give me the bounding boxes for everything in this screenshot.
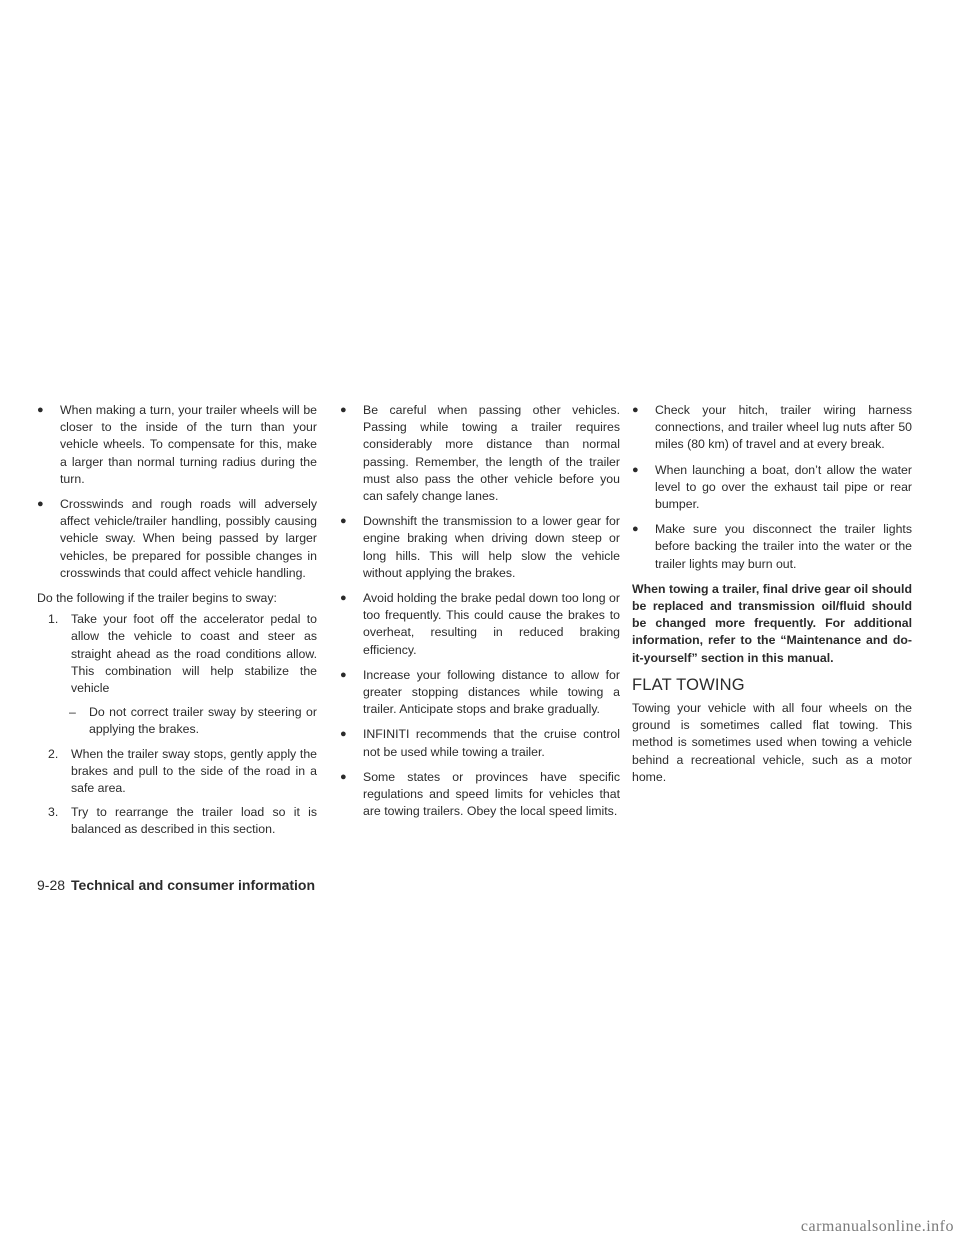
list-item: ● Make sure you disconnect the trailer lights before backing the trailer into the water or the trailer lights may burn out. — [632, 522, 912, 571]
step-item: 1. Take your foot off the accelerator pedal to allow the vehicle to coast and steer as straight ahead as the road conditions allow. This combination will help stabilize the vehicle — [48, 612, 317, 696]
column-3 — [632, 402, 912, 786]
maintenance-note: When towing a trailer, final drive gear oil should be replaced and transmission oil/fluid should be changed more frequently. For additional information, refer to the “Maintenance and do-it-yourself” section in this manual. — [632, 581, 912, 665]
bullet-icon: ● — [37, 498, 44, 511]
bullet-icon: ● — [632, 463, 639, 476]
list-item: ● INFINITI recommends that the cruise control not be used while towing a trailer. — [340, 727, 620, 759]
list-item: ● Increase your following distance to allow for greater stopping distances while towing a trailer. Anticipate stops and brake gradually. — [340, 667, 620, 717]
page-footer — [37, 877, 315, 893]
sway-intro: Do the following if the trailer begins to sway: — [37, 591, 277, 606]
step-item: 2. When the trailer sway stops, gently apply the brakes and pull to the side of the road in a safe area. — [48, 746, 317, 796]
list-item: ● When launching a boat, don’t allow the water level to go over the exhaust tail pipe or rear bumper. — [632, 462, 912, 512]
bullet-icon: ● — [340, 592, 347, 605]
watermark-text: carmanualsonline.info — [800, 1218, 954, 1235]
footer-section-title: Technical and consumer information — [71, 877, 316, 893]
flat-towing-paragraph: Towing your vehicle with all four wheels on the ground is sometimes called flat towing. This method is sometimes used when towing a vehicle behind a recreational vehicle, such as a motor home. — [632, 701, 912, 784]
bullet-icon: ● — [340, 668, 347, 681]
list-item: ● Avoid holding the brake pedal down too long or too frequently. This could cause the brakes to overheat, resulting in reduced braking efficiency. — [340, 591, 620, 657]
column-2 — [340, 402, 620, 828]
bullet-icon: ● — [632, 523, 639, 536]
page-number: 9-28 — [37, 877, 66, 893]
sub-step-item: – Do not correct trailer sway by steering or applying the brakes. — [69, 705, 317, 737]
list-item: ● Some states or provinces have specific regulations and speed limits for vehicles that are towing trailers. Obey the local speed limits. — [340, 769, 620, 819]
bullet-icon: ● — [340, 404, 347, 416]
bullet-icon: ● — [632, 404, 639, 416]
list-item: ● When making a turn, your trailer wheels will be closer to the inside of the turn than your vehicle wheels. To compensate for this, make a larger than normal turning radius during the turn. — [37, 403, 317, 486]
bullet-icon: ● — [340, 728, 347, 741]
bullet-icon: ● — [340, 770, 347, 783]
list-item: ● Be careful when passing other vehicles. Passing while towing a trailer requires considerably more distance than normal passing. Remember, the length of the trailer must also pass the other vehicle before you can safely change lanes. — [340, 403, 620, 504]
list-item: ● Check your hitch, trailer wiring harness connections, and trailer wheel lug nuts after 50 miles (80 km) of travel and at every break. — [632, 403, 912, 452]
bullet-icon: ● — [340, 515, 347, 528]
bullet-icon: ● — [37, 404, 44, 416]
list-item: ● Crosswinds and rough roads will adversely affect vehicle/trailer handling, possibly causing vehicle sway. When being passed by larger vehicles, be prepared for possible changes in crosswinds that could affect vehicle handling. — [37, 497, 317, 580]
list-item: ● Downshift the transmission to a lower gear for engine braking when driving down steep or long hills. This will help slow the vehicle without applying the brakes. — [340, 514, 620, 580]
section-heading: FLAT TOWING — [632, 675, 745, 694]
column-1 — [37, 402, 317, 846]
step-item: 3. Try to rearrange the trailer load so it is balanced as described in this section. — [48, 805, 317, 837]
